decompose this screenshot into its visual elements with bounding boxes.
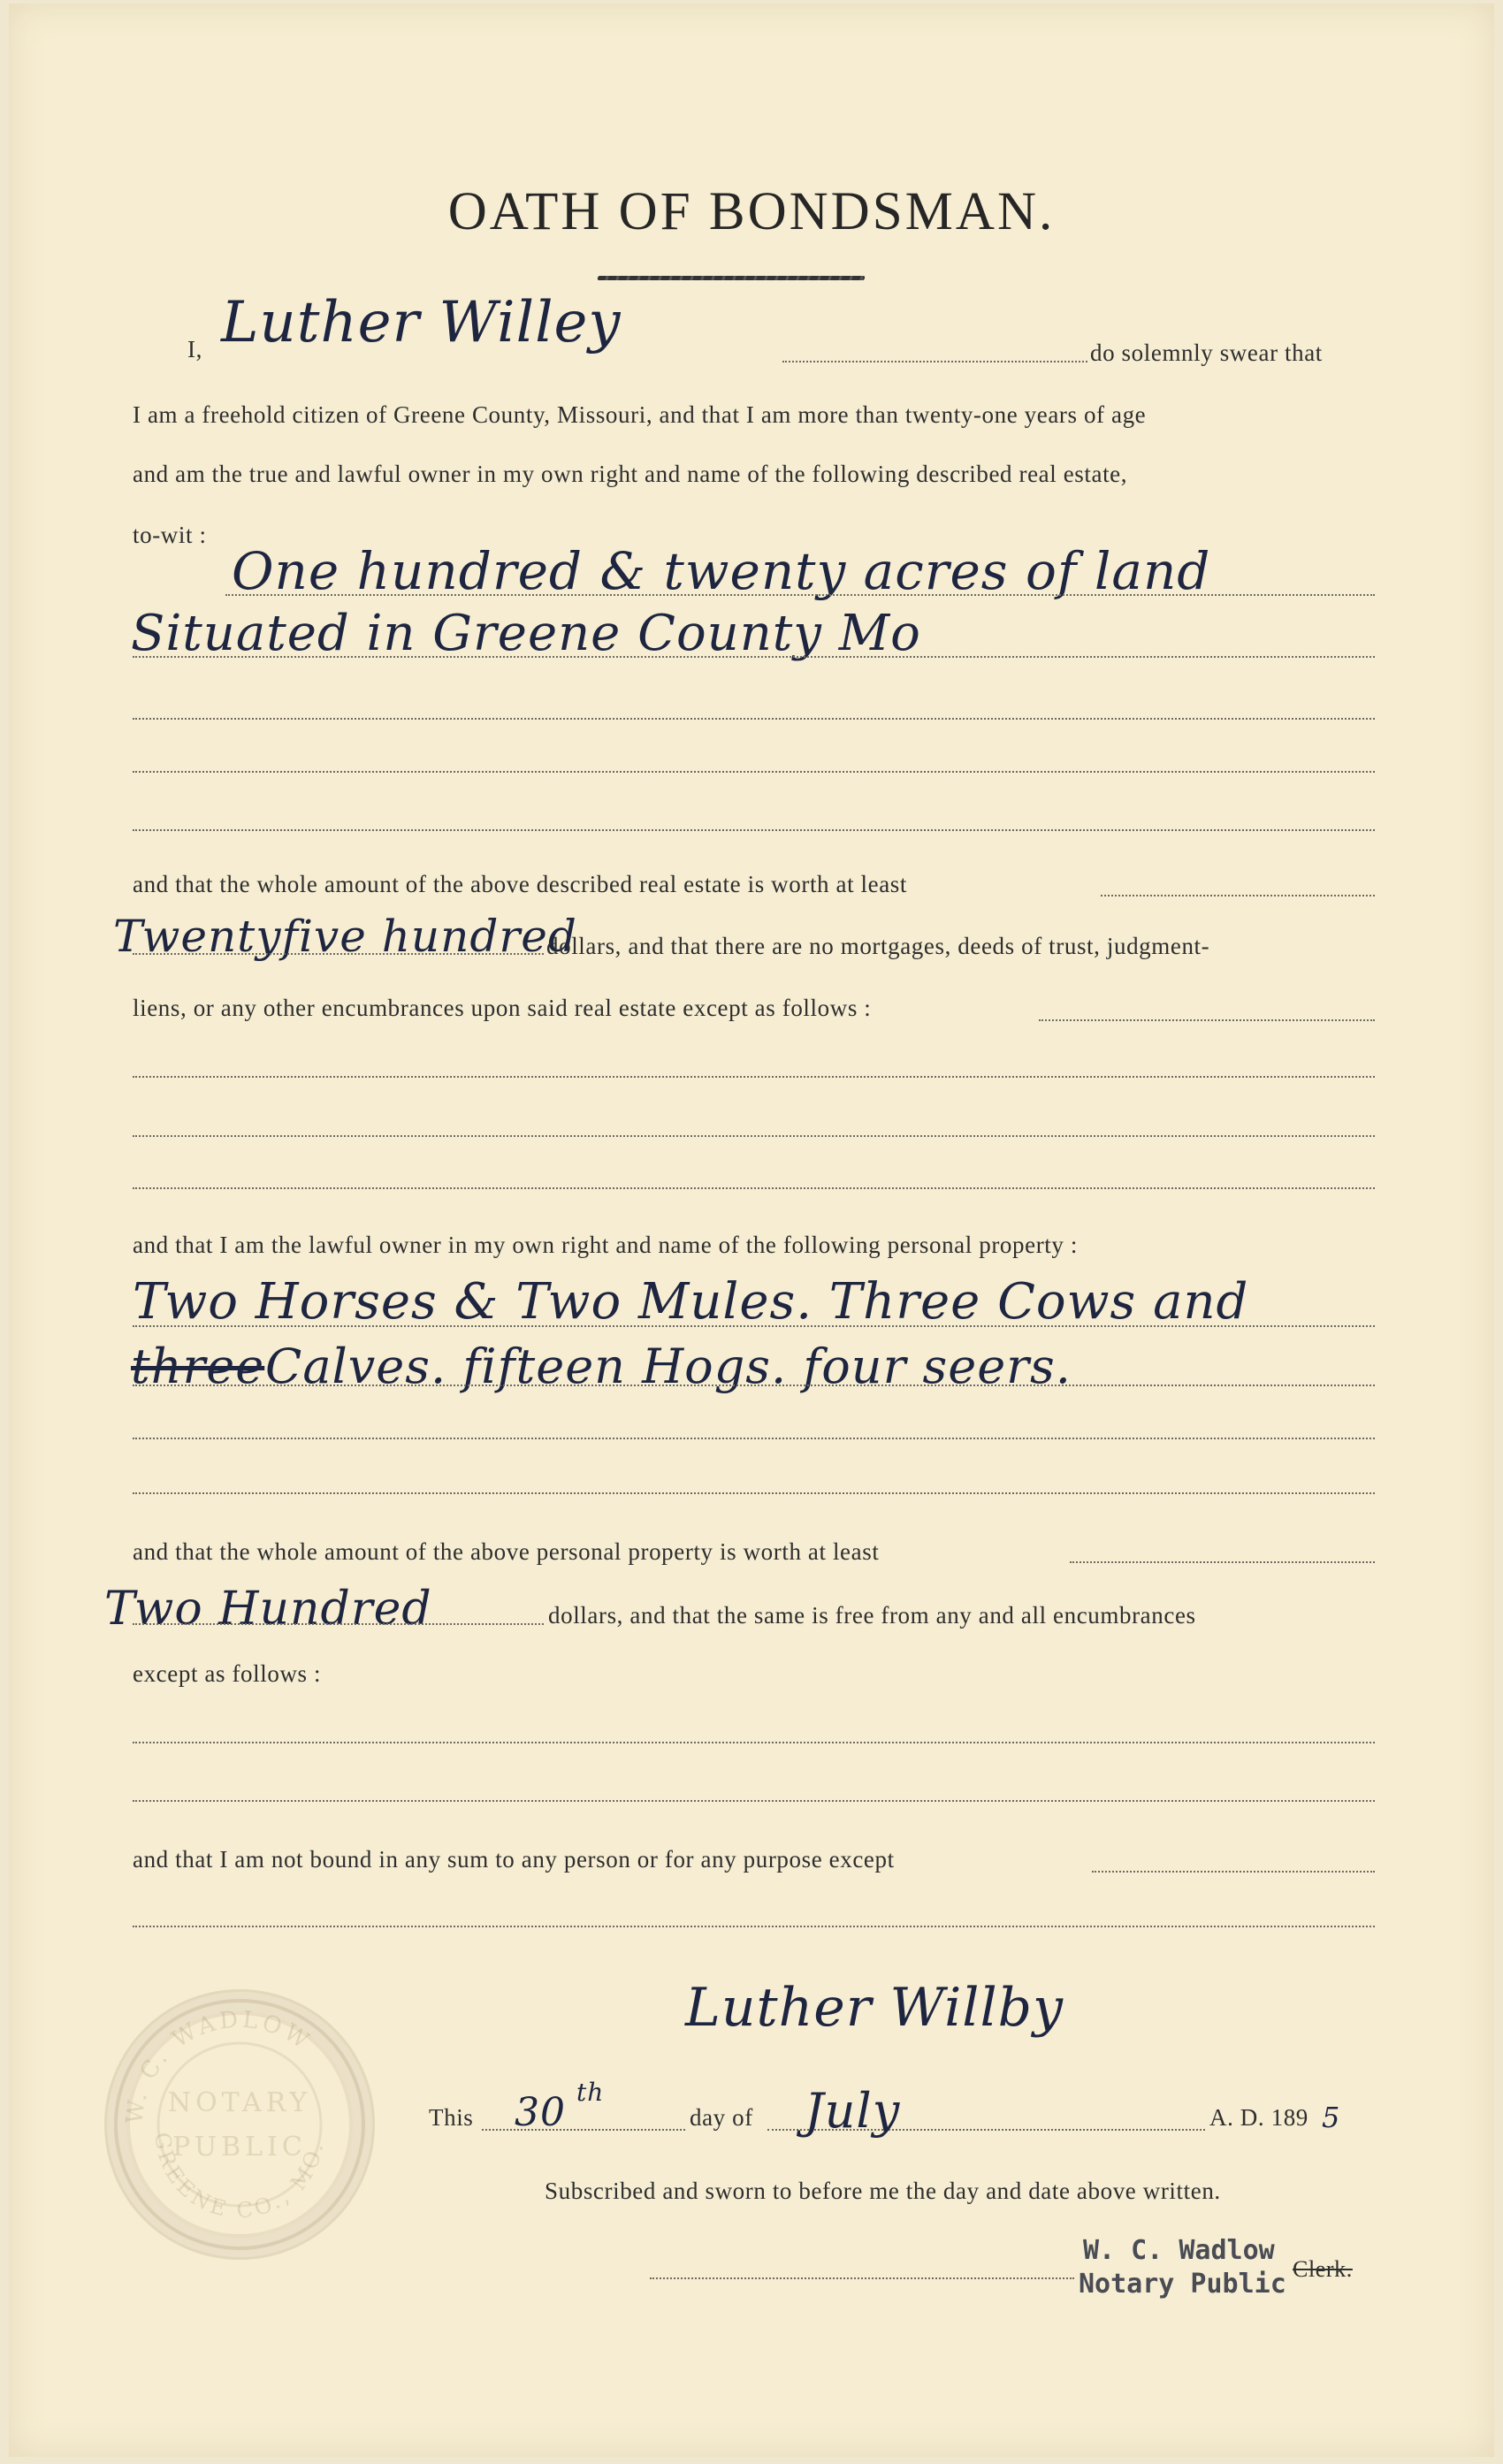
liens-blank-line4 bbox=[133, 1187, 1375, 1189]
seal-county-text: GREENE CO., MO. bbox=[149, 2131, 329, 2224]
notary-stamp-name: W. C. Wadlow bbox=[1083, 2235, 1275, 2266]
personal-property-blank-line4 bbox=[133, 1492, 1375, 1494]
handwritten-year-digit: 5 bbox=[1322, 2101, 1341, 2134]
personal-property-line1: Two Horses & Two Mules. Three Cows and bbox=[133, 1273, 1249, 1331]
personal-amount-blank bbox=[133, 1623, 544, 1625]
handwritten-signer-name: Luther Willey bbox=[221, 290, 622, 355]
document-title: OATH OF BONDSMAN. bbox=[447, 182, 1056, 241]
real-estate-description-line2: Situated in Greene County Mo bbox=[131, 605, 921, 662]
seal-emboss-graphic bbox=[107, 1992, 372, 2257]
real-estate-blank-line3 bbox=[133, 718, 1375, 720]
liens-blank-line2 bbox=[133, 1076, 1375, 1078]
personal-property-blank-line3 bbox=[133, 1438, 1375, 1439]
real-estate-blank-line4 bbox=[133, 771, 1375, 773]
struck-word: three bbox=[131, 1339, 265, 1394]
real-estate-blank-line5 bbox=[133, 829, 1375, 831]
real-estate-blank-line1 bbox=[225, 594, 1375, 596]
except-blank-line1 bbox=[133, 1742, 1375, 1743]
personal-property-text: and that I am the lawful owner in my own right and name of the following personal property : bbox=[133, 1232, 1078, 1258]
real-estate-description-line1: One hundred & twenty acres of land bbox=[232, 541, 1211, 601]
handwritten-day: 30 bbox=[515, 2090, 566, 2135]
oath-prefix: I, bbox=[187, 336, 202, 362]
liens-text: liens, or any other encumbrances upon said real estate except as follows : bbox=[133, 995, 872, 1021]
real-estate-worth-blank bbox=[1101, 895, 1375, 896]
notary-signature-line bbox=[650, 2277, 1074, 2279]
handwritten-personal-amount: Two Hundred bbox=[104, 1583, 432, 1636]
bondsman-signature: Luther Willby bbox=[685, 1977, 1064, 2039]
personal-worth-blank bbox=[1070, 1561, 1375, 1563]
not-bound-text: and that I am not bound in any sum to any person or for any purpose except bbox=[133, 1846, 895, 1873]
no-mortgages-text: dollars, and that there are no mortgages, deeds of trust, judgment- bbox=[546, 933, 1210, 959]
owner-statement: and am the true and lawful owner in my own right and name of the following described real estate, bbox=[133, 461, 1128, 487]
not-bound-blank-line1 bbox=[1092, 1871, 1375, 1873]
title-ornament-rule bbox=[597, 276, 865, 280]
real-estate-amount-blank bbox=[133, 953, 544, 955]
except-blank-line2 bbox=[133, 1800, 1375, 1802]
handwritten-day-suffix: th bbox=[576, 2078, 605, 2107]
liens-blank-line3 bbox=[133, 1135, 1375, 1137]
personal-property-blank-line1 bbox=[133, 1325, 1375, 1327]
name-blank-line bbox=[782, 361, 1087, 362]
subscribed-sworn-text: Subscribed and sworn to before me the day and date above written. bbox=[545, 2178, 1221, 2204]
seal-inner-text-2: PUBLIC bbox=[172, 2132, 307, 2163]
struck-clerk-label: Clerk. bbox=[1293, 2256, 1353, 2282]
personal-worth-text: and that the whole amount of the above personal property is worth at least bbox=[133, 1538, 880, 1565]
notary-embossed-seal bbox=[104, 1989, 375, 2260]
day-blank-line bbox=[482, 2129, 685, 2131]
citizen-statement: I am a freehold citizen of Greene County, Missouri, and that I am more than twenty-one years of age bbox=[133, 401, 1147, 428]
liens-blank-line1 bbox=[1039, 1019, 1375, 1021]
personal-property-line2: Calves. fifteen Hogs. four seers. bbox=[265, 1339, 1072, 1394]
seal-outer-text: W. C. WADLOW bbox=[121, 2006, 317, 2125]
towit-label: to-wit : bbox=[133, 522, 207, 548]
not-bound-blank-line2 bbox=[133, 1926, 1375, 1927]
free-from-encumbrances-text: dollars, and that the same is free from any and all encumbrances bbox=[548, 1602, 1196, 1629]
oath-swear-text: do solemnly swear that bbox=[1090, 339, 1323, 366]
notary-stamp-title: Notary Public bbox=[1079, 2269, 1286, 2300]
real-estate-blank-line2 bbox=[133, 656, 1375, 658]
handwritten-month: July bbox=[805, 2083, 901, 2139]
anno-domini-label: A. D. 189 bbox=[1209, 2104, 1308, 2131]
seal-inner-text-1: NOTARY bbox=[167, 2087, 312, 2118]
except-as-follows-label: except as follows : bbox=[133, 1660, 322, 1687]
personal-property-blank-line2 bbox=[133, 1385, 1375, 1386]
real-estate-worth-text: and that the whole amount of the above described real estate is worth at least bbox=[133, 871, 908, 897]
day-of-label: day of bbox=[690, 2104, 753, 2131]
handwritten-real-estate-amount: Twentyfive hundred bbox=[113, 911, 577, 962]
date-this-label: This bbox=[429, 2104, 474, 2131]
